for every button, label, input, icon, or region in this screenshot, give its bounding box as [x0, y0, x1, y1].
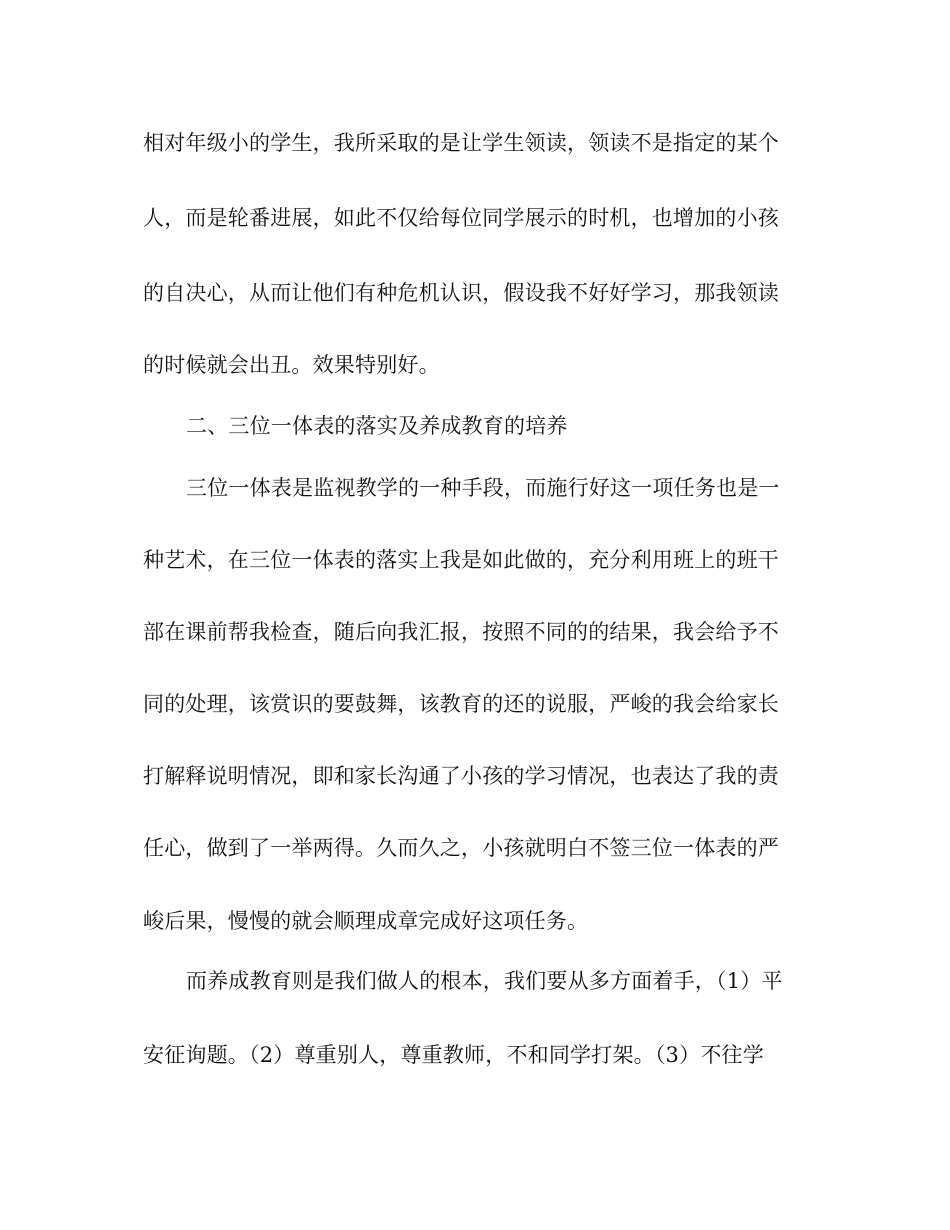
text-line: 人，而是轮番进展，如此不仅给每位同学展示的时机，也增加的小孩: [143, 206, 779, 230]
text-line: 安征询题。（2）尊重别人，尊重教师，不和同学打架。（3）不往学: [143, 1043, 764, 1067]
text-line: 打解释说明情况，即和家长沟通了小孩的学习情况，也表达了我的责: [143, 764, 779, 788]
section-heading: 二、三位一体表的落实及养成教育的培养: [186, 414, 568, 438]
text-line: 部在课前帮我检查，随后向我汇报，按照不同的的结果，我会给予不: [143, 620, 779, 644]
text-line: 三位一体表是监视教学的一种手段，而施行好这一项任务也是一: [186, 476, 780, 500]
text-line: 的时候就会出丑。效果特别好。: [143, 353, 440, 377]
text-line: 任心，做到了一举两得。久而久之，小孩就明白不签三位一体表的严: [143, 836, 779, 860]
text-line: 相对年级小的学生，我所采取的是让学生领读，领读不是指定的某个: [143, 131, 779, 155]
text-line: 同的处理，该赏识的要鼓舞，该教育的还的说服，严峻的我会给家长: [143, 692, 779, 716]
text-line: 而养成教育则是我们做人的根本，我们要从多方面着手，（1）平: [186, 969, 783, 993]
text-line: 峻后果，慢慢的就会顺理成章完成好这项任务。: [143, 909, 589, 933]
text-line: 种艺术，在三位一体表的落实上我是如此做的，充分利用班上的班干: [143, 548, 779, 572]
text-line: 的自决心，从而让他们有种危机认识，假设我不好好学习，那我领读: [143, 281, 779, 305]
